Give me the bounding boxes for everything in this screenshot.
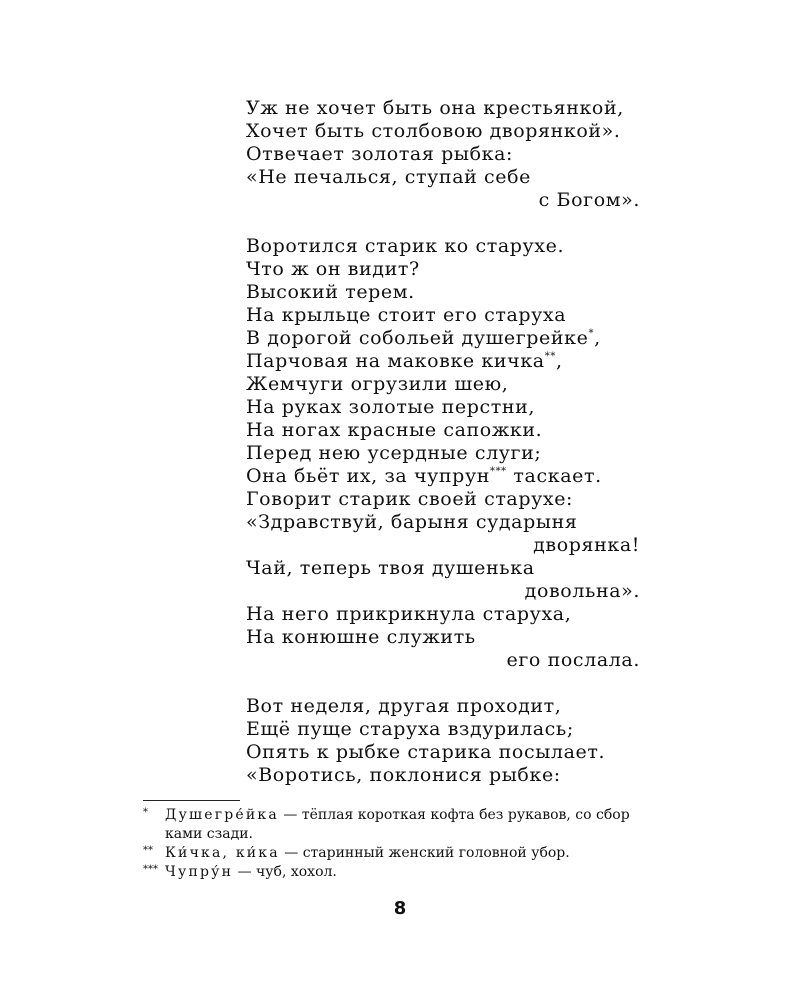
poem-line: Опять к рыбке старика посылает. (246, 741, 606, 763)
footnote-mark: *** (143, 864, 158, 875)
poem-text (246, 97, 666, 787)
line-text-end: таскает. (506, 465, 602, 487)
footnote-1 (143, 806, 743, 825)
poem-line (246, 350, 666, 373)
page-number: 8 (393, 898, 407, 919)
poem-line: Перед нею усердные слуги; (246, 442, 542, 464)
footnote-marker: *** (489, 466, 507, 477)
poem-line (246, 465, 666, 488)
line-text: Она бьёт их, за чупрун (246, 465, 490, 487)
poem-line: Говорит старик своей старухе: (246, 488, 574, 510)
footnote-term: Чупру́н (165, 864, 234, 880)
poem-line: Воротился старик ко старухе. (246, 235, 565, 257)
poem-line: Вот неделя, другая проходит, (246, 695, 562, 717)
footnote-term: Душегре́йка (165, 807, 279, 823)
poem-line: Уж не хочет быть она крестьянкой, (246, 97, 624, 119)
poem-line: На ногах красные сапожки. (246, 419, 543, 441)
stanza-gap (246, 672, 666, 695)
footnote-2 (143, 844, 743, 863)
stanza-3 (246, 695, 666, 787)
footnote-term: Ки́чка, ки́ка (165, 845, 280, 861)
poem-line: Что ж он видит? (246, 258, 420, 280)
poem-line-continuation: довольна». (524, 580, 640, 602)
poem-line: Ещё пуще старуха вздурилась; (246, 718, 574, 740)
line-text-end: , (594, 327, 601, 349)
line-text: Парчовая на маковке кичка (246, 350, 545, 372)
poem-line-continuation: его послала. (506, 649, 640, 671)
footnote-1-continuation: ками сзади. (165, 826, 253, 842)
line-text-end: , (555, 350, 563, 372)
poem-line: «Не печалься, ступай себе (246, 166, 531, 188)
poem-line (246, 327, 666, 350)
poem-line: Отвечает золотая рыбка: (246, 143, 514, 165)
footnote-3 (143, 863, 743, 882)
footnote-mark: ** (143, 845, 153, 856)
poem-line: Хочет быть столбовою дворянкой». (246, 120, 621, 142)
poem-line: Жемчуги огрузили шею, (246, 373, 509, 395)
line-text: В дорогой собольей душегрейке (246, 327, 589, 349)
poem-line: «Воротись, поклонися рыбке: (246, 764, 561, 786)
poem-line-continuation: дворянка! (533, 534, 640, 556)
poem-line: «Здравствуй, барыня сударыня (246, 511, 578, 533)
footnote-marker: * (588, 328, 595, 339)
stanza-gap (246, 212, 666, 235)
poem-line: Высокий терем. (246, 281, 415, 303)
poem-line: На руках золотые перстни, (246, 396, 536, 418)
stanza-1 (246, 97, 666, 212)
poem-line-continuation: с Богом». (538, 189, 640, 211)
footnote-divider (143, 800, 240, 801)
footnote-text: — тёплая короткая кофта без рукавов, со сбор (278, 807, 630, 823)
footnote-mark: * (143, 807, 148, 818)
poem-line: На него прикрикнула старуха, (246, 603, 572, 625)
poem-line: На конюшне служить (246, 626, 476, 648)
footnote-text: — чуб, хохол. (233, 864, 337, 880)
footnote-text: — старинный женский головной убор. (279, 845, 570, 861)
poem-line: Чай, теперь твоя душенька (246, 557, 535, 579)
footnotes (143, 806, 743, 882)
poem-line: На крыльце стоит его старуха (246, 304, 567, 326)
footnote-marker: ** (544, 351, 556, 362)
stanza-2 (246, 235, 666, 672)
